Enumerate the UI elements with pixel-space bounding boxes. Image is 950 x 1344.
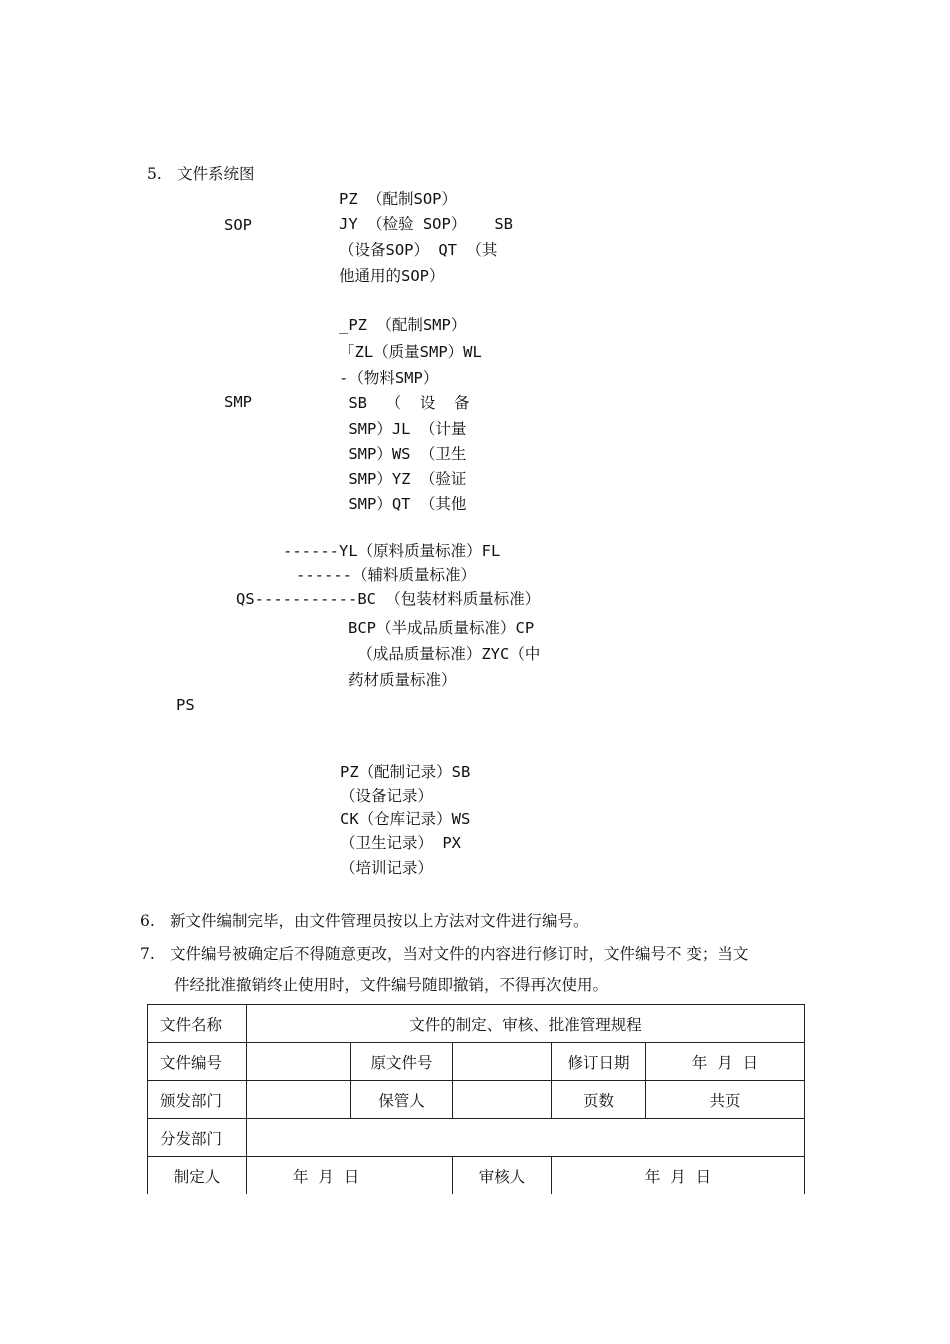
distribution-dept-label: 分发部门: [148, 1119, 247, 1157]
smp-label: SMP: [224, 393, 252, 411]
reviewer-label: 审核人: [453, 1157, 552, 1195]
ps-label: PS: [176, 696, 195, 714]
reviewer-date-value: 年 月 日: [552, 1157, 805, 1195]
smp-line-8: SMP）QT （其他: [339, 495, 467, 513]
custodian-value: [453, 1081, 552, 1119]
original-file-number-label: 原文件号: [351, 1043, 453, 1081]
table-row: [148, 1119, 805, 1157]
issuing-dept-label: 颁发部门: [148, 1081, 247, 1119]
section-5-heading: 文件系统图: [177, 165, 255, 183]
page-count-label: 页数: [552, 1081, 646, 1119]
smp-line-7: SMP）YZ （验证: [339, 470, 467, 488]
item-7-text-line-1: 文件编号被确定后不得随意更改，当对文件的内容进行修订时，文件编号不 变；当文: [170, 945, 749, 963]
item-7-number: 7.: [140, 945, 155, 963]
table-row: [148, 1005, 805, 1043]
custodian-label: 保管人: [351, 1081, 453, 1119]
item-6-number: 6.: [140, 912, 155, 930]
sop-label: SOP: [224, 216, 252, 234]
qs-line-1: ------YL（原料质量标准）FL: [283, 542, 501, 560]
smp-line-1: _PZ （配制SMP）: [339, 316, 467, 334]
smp-line-4: SB （ 设 备: [339, 394, 470, 412]
sop-line-4: 他通用的SOP）: [339, 267, 445, 285]
file-number-label: 文件编号: [148, 1043, 247, 1081]
qs-line-2: ------（辅料质量标准）: [296, 566, 476, 584]
table-row: [148, 1157, 805, 1195]
smp-line-2: 「ZL（质量SMP）WL: [339, 343, 482, 361]
item-6-text: 新文件编制完毕，由文件管理员按以上方法对文件进行编号。: [170, 912, 589, 930]
author-label: 制定人: [148, 1157, 247, 1195]
file-number-value: [247, 1043, 351, 1081]
ps-line-4: （卫生记录） PX: [340, 834, 461, 852]
original-file-number-value: [453, 1043, 552, 1081]
distribution-dept-value: [247, 1119, 805, 1157]
smp-line-6: SMP）WS （卫生: [339, 445, 467, 463]
issuing-dept-value: [247, 1081, 351, 1119]
revision-date-value: 年 月 日: [646, 1043, 805, 1081]
ps-line-2: （设备记录）: [340, 787, 434, 805]
revision-date-label: 修订日期: [552, 1043, 646, 1081]
qs-line-6: 药材质量标准）: [348, 671, 457, 689]
qs-line-4: BCP（半成品质量标准）CP: [348, 619, 535, 637]
document-control-table: [147, 1004, 805, 1194]
table-row: [148, 1043, 805, 1081]
table-row: [148, 1081, 805, 1119]
sop-line-1: PZ （配制SOP）: [339, 190, 457, 208]
section-5-number: 5.: [147, 165, 162, 183]
ps-line-1: PZ（配制记录）SB: [340, 763, 471, 781]
sop-line-2: JY （检验 SOP） SB: [339, 215, 513, 233]
author-date-value: 年 月 日: [247, 1157, 453, 1195]
page-count-value: 共页: [646, 1081, 805, 1119]
sop-line-3: （设备SOP） QT （其: [339, 241, 498, 259]
ps-line-3: CK（仓库记录）WS: [340, 810, 471, 828]
file-name-label: 文件名称: [148, 1005, 247, 1043]
qs-line-5: （成品质量标准）ZYC（中: [348, 645, 541, 663]
smp-line-5: SMP）JL （计量: [339, 420, 467, 438]
qs-line-3: QS-----------BC （包装材料质量标准）: [236, 590, 541, 608]
item-7-text-line-2: 件经批准撤销终止使用时，文件编号随即撤销，不得再次使用。: [174, 976, 609, 994]
ps-line-5: （培训记录）: [340, 859, 434, 877]
smp-line-3: -（物料SMP）: [339, 369, 439, 387]
file-name-value: 文件的制定、审核、批准管理规程: [247, 1005, 805, 1043]
